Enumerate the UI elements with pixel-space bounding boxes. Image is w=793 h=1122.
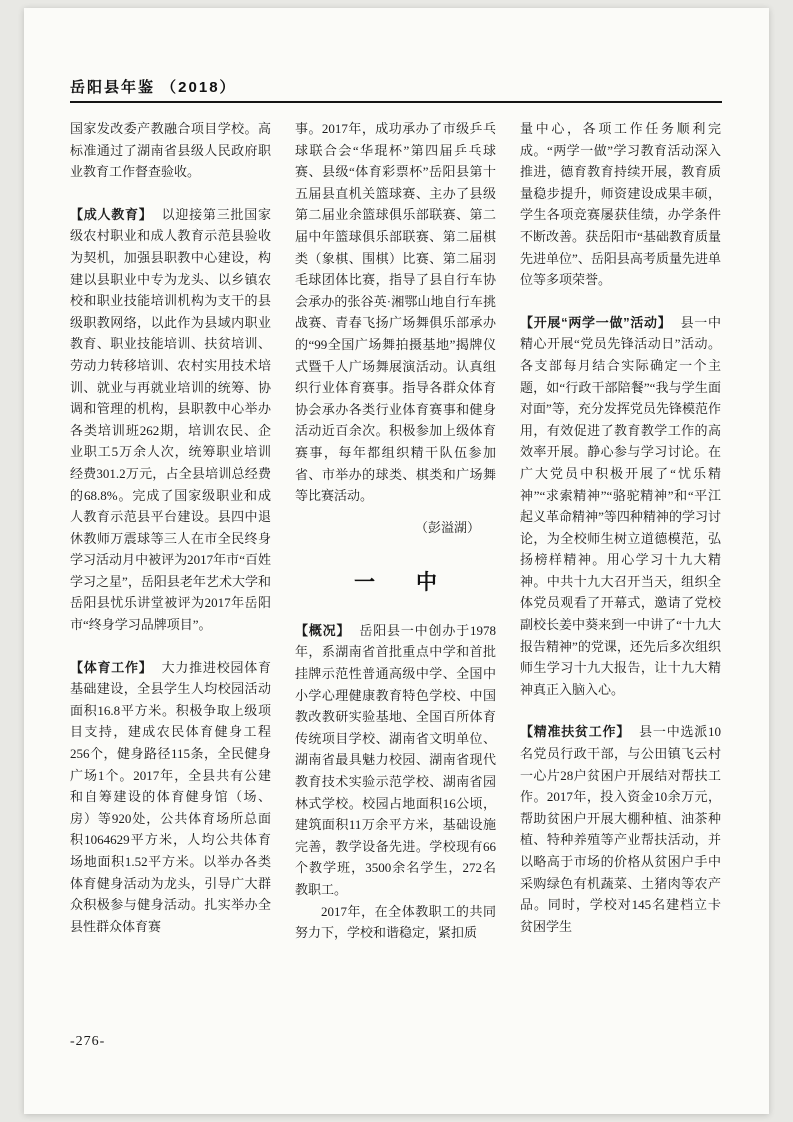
entry-title-overview: 【概况】 (295, 622, 351, 638)
continuation-paragraph: 国家发改委产教融合项目学校。高标准通过了湖南省县级人民政府职业教育工作督查验收。 (70, 121, 271, 180)
section-heading-no1-middle-school: 一 中 (354, 570, 447, 595)
entry-poverty-alleviation (520, 721, 721, 937)
continuation-paragraph: 事。2017年，成功承办了市级乒乓球联合会“华琨杯”第四届乒乓球赛、县级“体育彩票杯”岳阳县第十五届县直机关篮球赛、主办了县级第二届业余篮球俱乐部联赛、第二届中年篮球俱乐部联赛、第二届棋类（象棋、围棋）比赛、第二届羽毛球团体比赛，指导了县自行车协会承办的张谷英·湘鄂山地自行车挑战赛、青春飞扬广场舞俱乐部承办的“99全国广场舞拍摄基地”揭牌仪式暨千人广场舞展演活动。认真组织行业体育赛事。指导各群众体育协会承办各类行业体育赛事和健身活动近百余次。积极参加上级体育赛事，每年都组织精干队伍参加省、市举办的球类、棋类和广场舞等比赛活动。 (295, 121, 496, 504)
column-left (70, 118, 271, 944)
column-right (520, 118, 721, 944)
header-rule (70, 101, 722, 103)
yearbook-page (24, 8, 769, 1114)
page-header-title: 岳阳县年鉴 （2018） (70, 79, 237, 96)
author-attribution: （彭溢湖） (414, 519, 480, 535)
paragraph-2017-summary: 2017年，在全体教职工的共同努力下，学校和谐稳定，紧扣质 (295, 903, 496, 941)
entry-adult-education (70, 204, 271, 636)
entry-sports-work (70, 657, 271, 938)
column-middle (295, 118, 496, 944)
entry-text-poverty-alleviation: 县一中选派10名党员行政干部，与公田镇飞云村一心片28户贫困户开展结对帮扶工作。2017年，投入资金10余万元，帮助贫困户开展大棚种植、油茶种植、特种养殖等产业帮扶活动，并以略高于市场的价格从贫困户手中采购绿色有机蔬菜、土猪肉等农产品。同时，学校对145名建档立卡贫困学生 (520, 724, 721, 934)
content-columns (70, 118, 722, 944)
entry-overview (295, 620, 496, 901)
entry-two-studies-activity (520, 312, 721, 701)
page-number: -276- (70, 1034, 106, 1049)
entry-text-overview: 岳阳县一中创办于1978年，系湖南省首批重点中学和首批挂牌示范性普通高级中学、全国中小学心理健康教育特色学校、中国教改教研实验基地、全国百所体育传统项目学校、湖南省文明单位、湖南省最具魅力校园、湖南省现代教育技术实验示范学校、湖南省园林式学校。校园占地面积16公顷，建筑面积11万余平方米，基础设施完善，教学设备先进。学校现有66个教学班，3500余名学生，272名教职工。 (295, 622, 496, 897)
entry-title-two-studies: 【开展“两学一做”活动】 (520, 314, 672, 330)
continuation-paragraph: 量中心，各项工作任务顺利完成。“两学一做”学习教育活动深入推进，德育教育持续开展，教育质量稳步提升，师资建设成果丰硕，学生各项竞赛屡获佳绩，办学条件不断改善。获岳阳市“基础教育质量先进单位”、岳阳县高考质量先进单位等多项荣誉。 (520, 121, 721, 288)
entry-title-adult-education: 【成人教育】 (70, 206, 153, 222)
entry-title-poverty-alleviation: 【精准扶贫工作】 (520, 724, 631, 740)
entry-text-sports-work: 大力推进校园体育基础建设，全县学生人均校园活动面积16.8平方米。积极争取上级项目支持，建成农民体育健身工程256个，健身路径115条，全民健身广场1个。2017年，全县共有公建和自筹建设的体育健身馆（场、房）等920处，公共体育场所总面积1064629平方米，人均公共体育场地面积1.52平方米。以举办各类体育健身活动为龙头，引导广大群众积极参与健身活动。扎实举办全县性群众体育赛 (70, 659, 271, 934)
entry-title-sports-work: 【体育工作】 (70, 659, 153, 675)
entry-text-adult-education: 以迎接第三批国家级农村职业和成人教育示范县验收为契机，加强县职教中心建设，构建以县职业中专为龙头、以乡镇农校和职业技能培训机构为支干的县级职教网络，以此作为县域内职业教育、职业技能培训、扶贫培训、劳动力转移培训、农村实用技术培训、就业与再就业培训的统筹、协调和管理的机构，县职教中心举办各类培训班262期，培训农民、企业职工5万余人次，统筹职业培训经费301.2万元，占全县培训总经费的68.8%。完成了国家级职业和成人教育示范县平台建设。县四中退休教师万震球等三人在市全民终身学习活动月中被评为2017年市“百姓学习之星”，岳阳县老年艺术大学和岳阳县忧乐讲堂被评为2017年岳阳市“终身学习品牌项目”。 (70, 206, 271, 633)
entry-text-two-studies: 县一中精心开展“党员先锋活动日”活动。各支部每月结合实际确定一个主题，如“行政干部陪餐”“我与学生面对面”等，充分发挥党员先锋模范作用，有效促进了教育教学工作的高效率开展。静心参与学习讨论。在广大党员中积极开展了“忧乐精神”“求索精神”“骆驼精神”和“平江起义革命精神”等四种精神的学习讨论，为全校师生树立道德模范，弘扬榜样精神。用心学习十九大精神。中共十九大召开当天，组织全体党员观看了开幕式，邀请了党校副校长姜中葵来到一中讲了“十九大报告精神”的党课，还先后多次组织师生学习十九大报告，让十九大精神真正入脑入心。 (520, 314, 721, 697)
